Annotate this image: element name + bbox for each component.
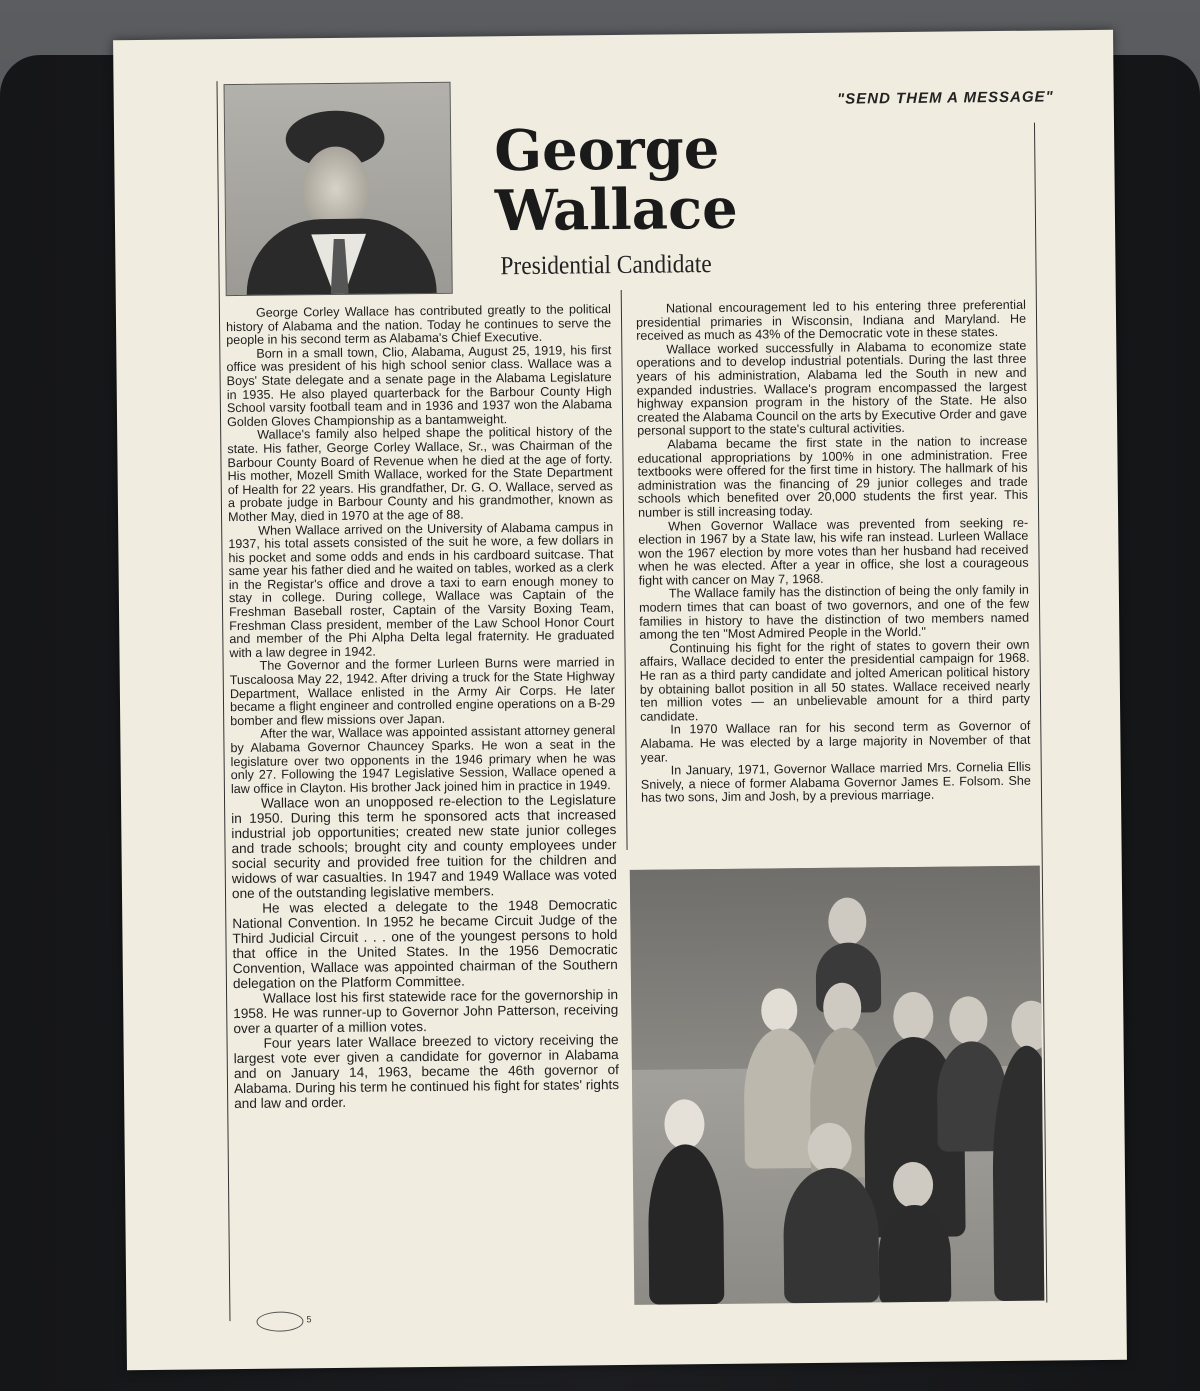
- family-member: [783, 1167, 879, 1303]
- name-last: Wallace: [494, 175, 739, 245]
- family-member-head: [893, 1162, 933, 1208]
- paragraph: Born in a small town, Clio, Alabama, August 25, 1919, his first office was president of his high school senior class. Wallace was a Boys' State delegate and a senate page in the Alabama Legislature in 1935. He also played quarterback for the Barbour County High School varsity football team and in 1936 and 1937 won the Alabama Golden Gloves Championship as a bantamweight.: [226, 342, 612, 429]
- paragraph: Wallace's family also helped shape the political history of the state. His father, George Corley Wallace, Sr., was Chairman of the Barbour County Board of Revenue when he died at the age of forty. His mother, Mozell Smith Wallace, worked for the State Department of Health for 22 years. His grandfather, Dr. G. O. Wallace, served as a probate judge in Barbour County and his grandmother, known as Mother May, died in 1970 at the age of 88.: [227, 424, 613, 525]
- family-member: [878, 1205, 951, 1305]
- candidate-subtitle: Presidential Candidate: [500, 249, 712, 281]
- family-member-head: [761, 988, 797, 1032]
- candidate-name: [493, 115, 895, 245]
- paragraph: National encouragement led to his entering three preferential presidential primaries in Wisconsin, Indiana and Maryland. He received as much as 43% of the Democratic vote in these states.: [635, 297, 1027, 343]
- paragraph: When Governor Wallace was prevented from seeking re-election in 1967 by a State law, his wife ran instead. Lurleen Wallace won the 1967 election by more votes than her husband had received when he was elected. After a year in office, she lost a courageous fight with cancer on May 7, 1968.: [638, 515, 1029, 588]
- paragraph: George Corley Wallace has contributed greatly to the political history of Alabama and the nation. Today he continues to serve the people in his second term as Alabama's Chief Executive.: [225, 302, 612, 348]
- paragraph: When Wallace arrived on the University of Alabama campus in 1937, his total assets consisted of the suit he wore, a few dollars in his pocket and some odds and ends in his cardboard suitcase. That same year his father died and he waited on tables, worked as a clerk in the Registar's office and drove a taxi to earn enough money to stay in college. During college, Wallace was Captain of the Freshman Baseball roster, Captain of the Varsity Boxing Team, Freshman Class president, member of the Law School Honor Court and member of the Phi Alpha Delta legal fraternity. He graduated with a law degree in 1942.: [228, 519, 615, 660]
- paragraph: In January, 1971, Governor Wallace married Mrs. Cornelia Ellis Snively, a niece of former Alabama Governor James E. Folsom. She has two sons, Jim and Josh, by a previous marriage.: [640, 759, 1031, 806]
- paragraph: Wallace worked successfully in Alabama to economize state operations and to develop industrial potentials. During the last three years of his administration, Alabama led the South in new and expanded industries. Wallace's program encompassed the largest highway expansion program in the history of the State. He also created the Alabama Council on the arts by Executive Order and gave personal support to the state's cultural activities.: [636, 338, 1028, 439]
- slogan: "SEND THEM A MESSAGE": [836, 88, 1054, 108]
- paragraph: After the war, Wallace was appointed assistant attorney general by Alabama Governor Chauncey Sparks. He won a seat in the legislature over two opponents in the 1946 primary when he was only 27. Following the 1947 Legislative Session, Wallace opened a law office in Clayton. His brother Jack joined him in practice in 1949.: [230, 723, 616, 796]
- family-member-head: [828, 897, 867, 945]
- page-number: 5: [306, 1314, 312, 1325]
- left-text-column: [226, 303, 619, 1111]
- paragraph: Alabama became the first state in the nation to increase educational appropriations by 100% in one administration. Free textbooks were offered for the first time in history. The hallmark of his administration was the financing of 29 junior colleges and trade schools which benefited over 20,000 students the first year. This number is still increasing today.: [637, 433, 1028, 520]
- family-member-head: [664, 1099, 705, 1149]
- campaign-flyer-page: [113, 30, 1127, 1370]
- right-text-column: [636, 299, 1031, 806]
- family-member-head: [807, 1123, 852, 1173]
- paragraph: Continuing his fight for the right of states to govern their own affairs, Wallace decided to enter the presidential campaign for 1968. He ran as a third party candidate and jolted American political history by obtaining ballot position in all 50 states. Wallace received nearly ten million votes — an unbelievable amount for a third party candidate.: [639, 637, 1031, 724]
- name-first: George: [493, 115, 720, 185]
- paragraph: Wallace lost his first statewide race for the governorship in 1958. He was runner-up to Governor John Patterson, receiving over a quarter of a million votes.: [233, 987, 619, 1037]
- paragraph: Four years later Wallace breezed to victory receiving the largest vote ever given a candidate for governor in Alabama and on January 14, 1963, became the 46th governor of Alabama. During his term he continued his fight for states' rights and law and order.: [233, 1032, 620, 1112]
- column-divider-rule: [621, 290, 628, 850]
- family-member: [648, 1144, 725, 1305]
- printer-union-logo: [256, 1311, 303, 1331]
- paragraph: He was elected a delegate to the 1948 Democratic National Convention. In 1952 he became Circuit Judge of the Third Judicial Circuit . . . one of the youngest persons to hold that office in the United States. In the 1956 Democratic Convention, Wallace was appointed chairman of the Southern delegation on the Platform Committee.: [232, 897, 618, 992]
- family-member-head: [823, 982, 862, 1032]
- family-member-head: [949, 996, 988, 1044]
- paragraph: Wallace won an unopposed re-election to the Legislature in 1950. During this term he sponsored acts that increased industrial job opportunities; created new state junior colleges and trade schools; brought city and county employees under social security and provided free tuition for the children and widows of war casualties. In 1947 and 1949 Wallace was voted one of the outstanding legislative members.: [231, 792, 617, 902]
- family-member-head: [893, 992, 934, 1042]
- paragraph: In 1970 Wallace ran for his second term as Governor of Alabama. He was elected by a large majority in November of that year.: [640, 719, 1031, 765]
- portrait-photo: [224, 82, 453, 296]
- family-photo: [630, 866, 1045, 1305]
- paragraph: The Wallace family has the distinction of being the only family in modern times that can boast of two governors, and one of the few families in history to have the distinction of two members named among the ten "Most Admired People in the World.": [638, 583, 1030, 643]
- paragraph: The Governor and the former Lurleen Burns were married in Tuscaloosa May 22, 1942. After driving a truck for the State Highway Department, Wallace enlisted in the Army Air Corps. He later became a flight engineer and controlled engine operations on a B-29 bomber and flew missions over Japan.: [229, 655, 616, 728]
